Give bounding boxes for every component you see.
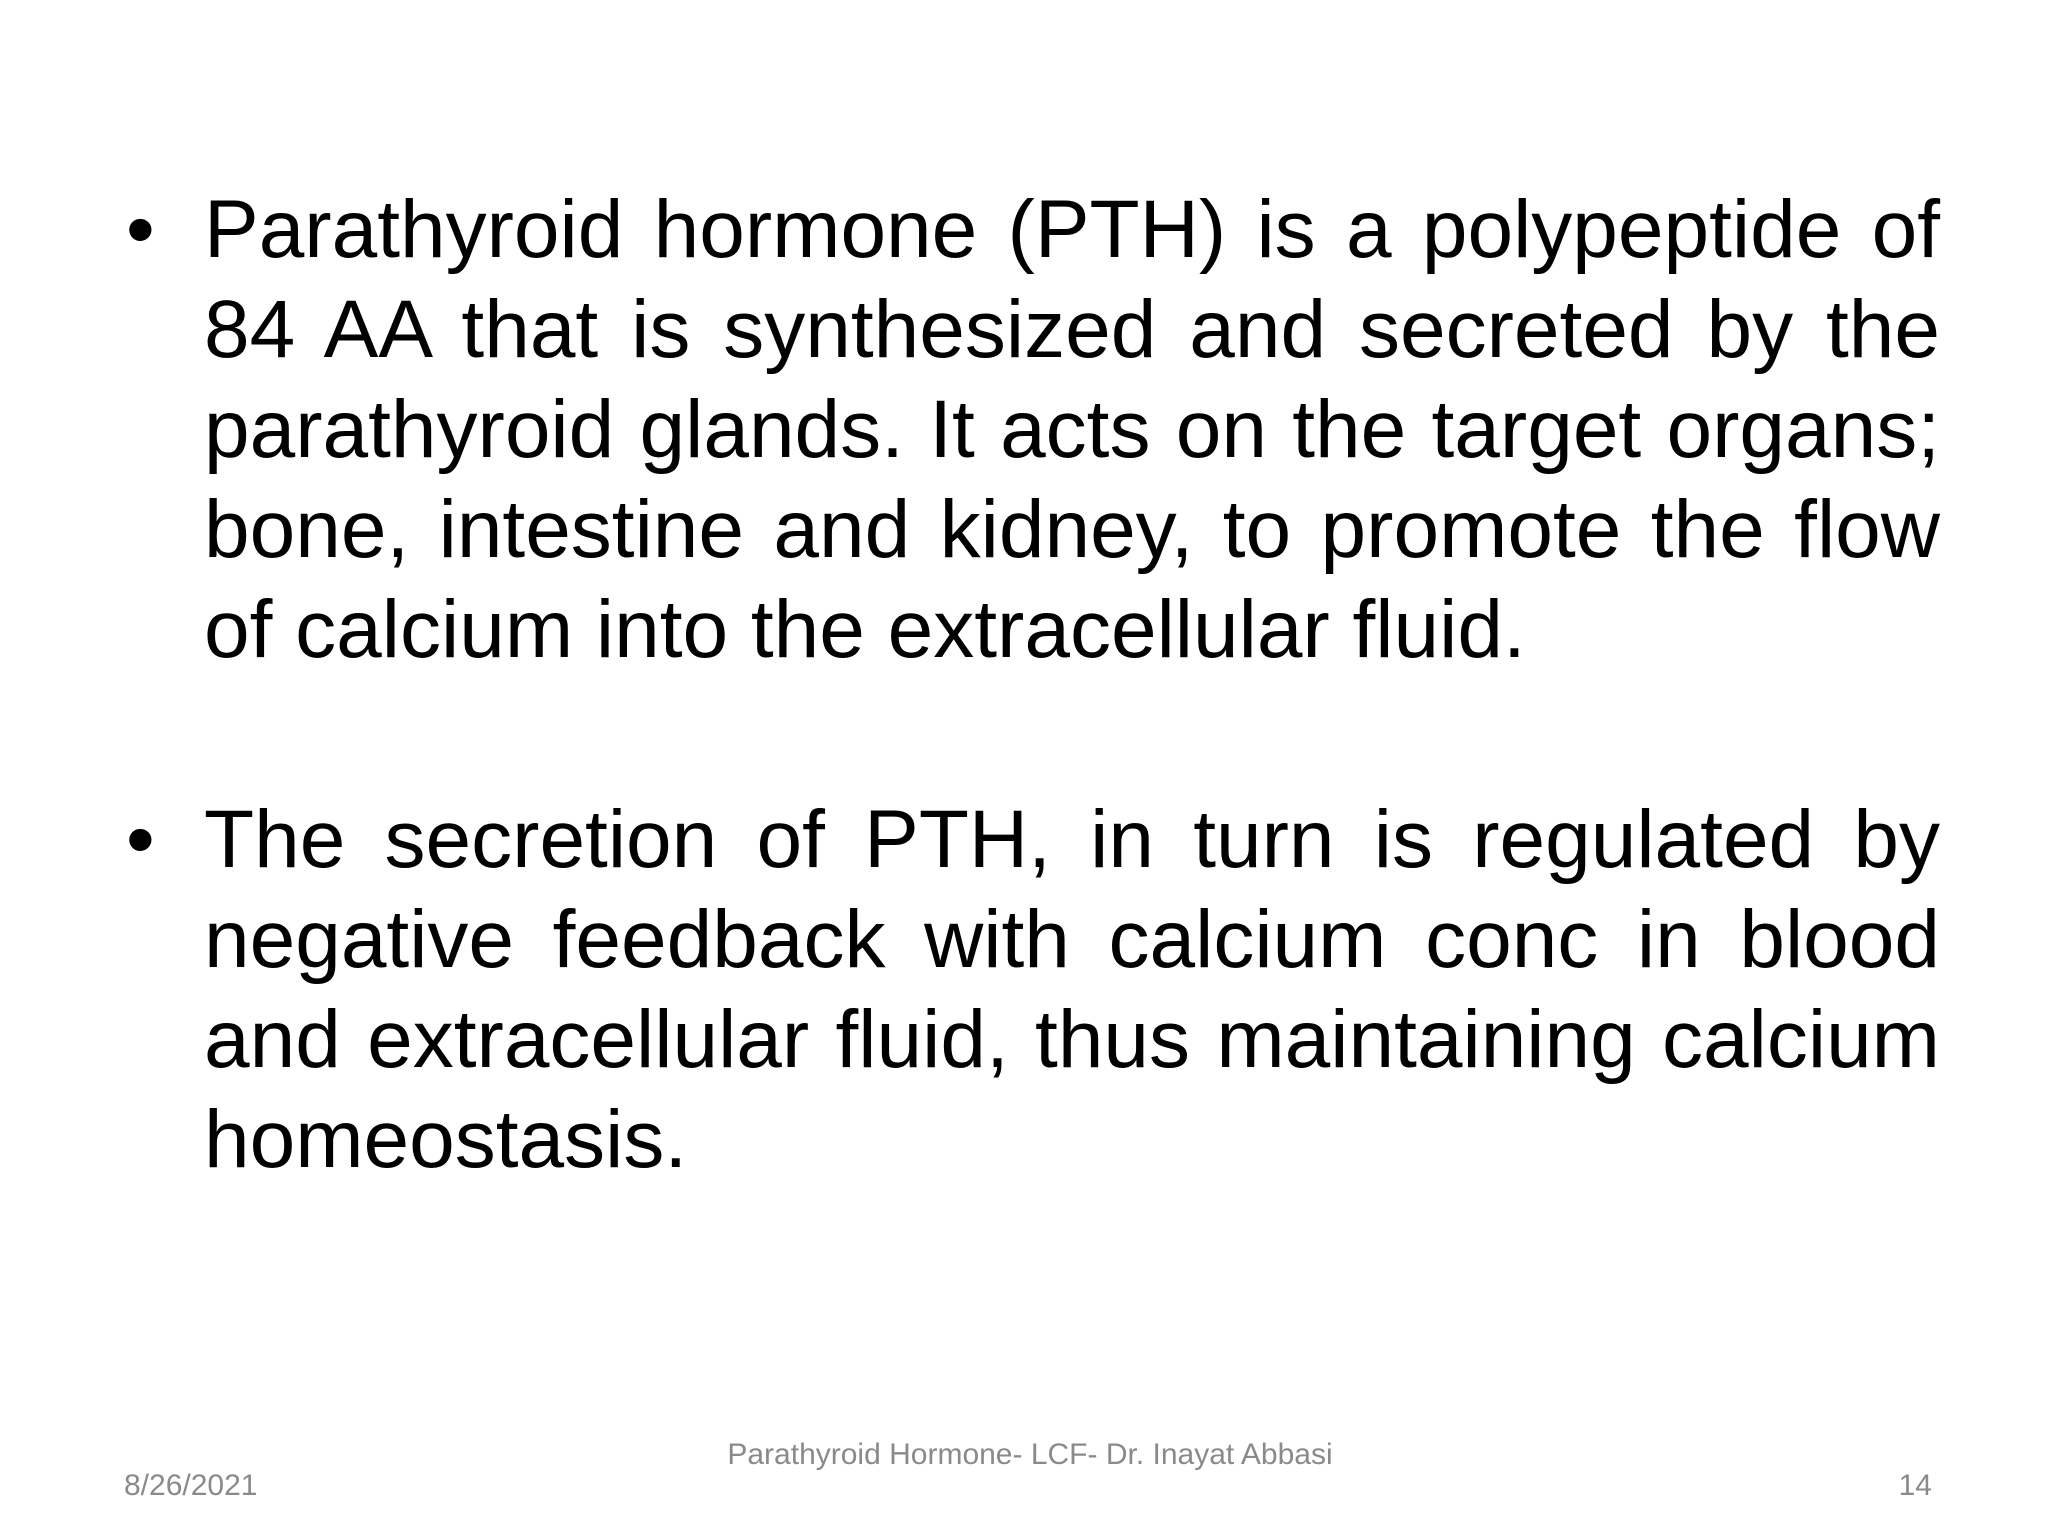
- footer-page-number: 14: [1898, 1469, 1932, 1502]
- bullet-text: Parathyroid hormone (PTH) is a polypeptide of 84 AA that is synthesized and secreted by the parathyroid glands. It acts on the target organs; bone, intestine and kidney, to promote the flow of calcium into the extracellular fluid.: [204, 184, 1940, 675]
- bullet-item-pth-definition: [120, 180, 1940, 680]
- bullet-marker: •: [126, 794, 155, 885]
- bullet-item-pth-regulation: [120, 790, 1940, 1190]
- slide-content: [120, 180, 1940, 1190]
- footer-title: Parathyroid Hormone- LCF- Dr. Inayat Abbasi: [727, 1438, 1333, 1471]
- slide-footer: [0, 1420, 2048, 1530]
- bullet-marker: •: [126, 184, 155, 275]
- footer-date: 8/26/2021: [124, 1469, 258, 1502]
- bullet-text: The secretion of PTH, in turn is regulated by negative feedback with calcium conc in blood and extracellular fluid, thus maintaining calcium homeostasis.: [204, 794, 1940, 1185]
